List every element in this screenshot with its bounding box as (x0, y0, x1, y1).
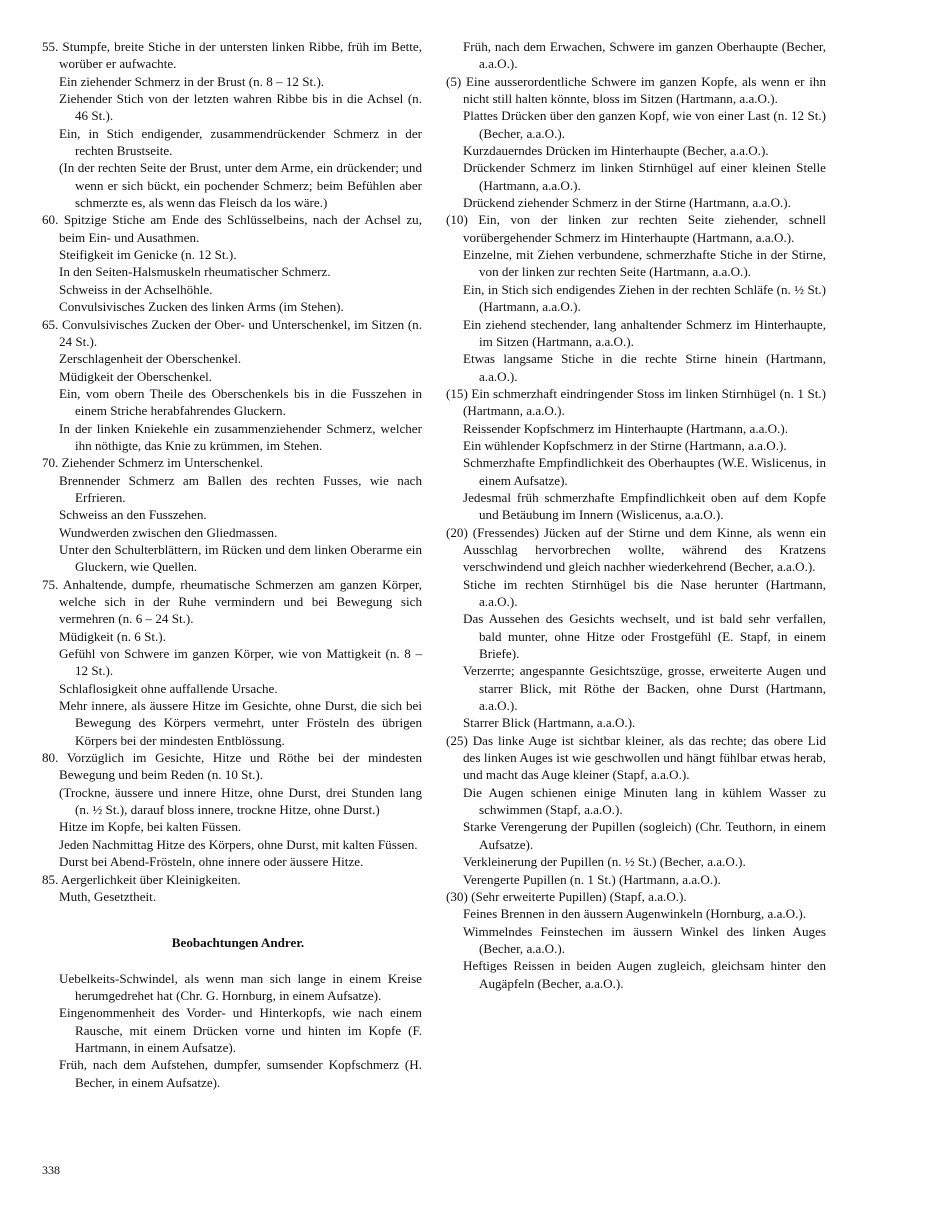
symptom-entry: (10) Ein, von der linken zur rechten Seite ziehender, schnell vorübergehender Schmerz im Hinterhaupte (Hartmann, a.a.O.). (446, 212, 826, 245)
symptom-entry: Steifigkeit im Genicke (n. 12 St.). (59, 247, 237, 263)
symptom-entry: Etwas langsame Stiche in die rechte Stirne hinein (Hartmann, a.a.O.). (463, 351, 826, 384)
symptom-entry: Ein wühlender Kopfschmerz in der Stirne (Hartmann, a.a.O.). (463, 437, 787, 453)
symptom-entry: Mehr innere, als äussere Hitze im Gesichte, ohne Durst, die sich bei Bewegung des Körpers vermehrt, unter Frösteln des übrigen Körpers bei der mindesten Entblössung. (59, 698, 422, 748)
symptom-entry: Verengerte Pupillen (n. 1 St.) (Hartmann, a.a.O.). (463, 871, 721, 887)
symptom-entry: In den Seiten-Halsmuskeln rheumatischer Schmerz. (59, 264, 331, 280)
symptom-entry: (Trockne, äussere und innere Hitze, ohne Durst, drei Stunden lang (n. ½ St.), darauf bloss innere, trockne Hitze, ohne Durst.) (59, 784, 422, 818)
symptom-entry: 75. Anhaltende, dumpfe, rheumatische Schmerzen am ganzen Körper, welche sich in der Ruhe vermindern und bei Bewegung sich vermehren (n. 6 – 24 St.). (42, 576, 422, 627)
symptom-entry: 70. Ziehender Schmerz im Unterschenkel. (42, 455, 264, 471)
symptom-entry: Jedesmal früh schmerzhafte Empfindlichkeit oben auf dem Kopfe und Betäubung im Innern (Wislicenus, a.a.O.). (463, 489, 826, 523)
symptom-entry: Feines Brennen in den äussern Augenwinkeln (Hornburg, a.a.O.). (463, 906, 807, 922)
symptom-entry: Verkleinerung der Pupillen (n. ½ St.) (Becher, a.a.O.). (463, 854, 746, 870)
symptom-entry: 65. Convulsivisches Zucken der Ober- und Unterschenkel, im Sitzen (n. 24 St.). (42, 316, 422, 349)
right-column (446, 38, 826, 992)
symptom-entry: Ein ziehender Schmerz in der Brust (n. 8 – 12 St.). (59, 73, 325, 89)
symptom-entry: (In der rechten Seite der Brust, unter dem Arme, ein drückender; und wenn er sich bückt, ein pochender Schmerz; beim Befühlen aber schmerzte es, als wenn das Fleisch da los wäre.) (59, 160, 422, 211)
symptom-entry: Drückender Schmerz im linken Stirnhügel auf einer kleinen Stelle (Hartmann, a.a.O.). (463, 160, 826, 193)
section-heading: Beobachtungen Andrer. (171, 935, 305, 951)
symptom-entry: Jeden Nachmittag Hitze des Körpers, ohne Durst, mit kalten Füssen. (59, 836, 418, 852)
symptom-entry: Convulsivisches Zucken des linken Arms (im Stehen). (59, 299, 344, 315)
symptom-entry: Ein ziehend stechender, lang anhaltender Schmerz im Hinterhaupte, im Sitzen (Hartmann, a.a.O.). (463, 316, 826, 349)
symptom-entry: Ziehender Stich von der letzten wahren Ribbe bis in die Achsel (n. 46 St.). (59, 91, 422, 124)
symptom-entry: Wundwerden zwischen den Gliedmassen. (59, 524, 278, 540)
symptom-entry: Schweiss in der Achselhöhle. (59, 281, 213, 297)
symptom-entry: Drückend ziehender Schmerz in der Stirne (Hartmann, a.a.O.). (463, 195, 791, 211)
symptom-entry: Ein, in Stich sich endigendes Ziehen in der rechten Schläfe (n. ½ St.) (Hartmann, a.a.O.). (463, 281, 826, 315)
symptom-entry: Verzerrte; angespannte Gesichtszüge, grosse, erweiterte Augen und starrer Blick, mit Röthe der Backen, ohne Durst (Hartmann, a.a.O.). (463, 663, 826, 714)
left-column (42, 38, 422, 1091)
symptom-entry: Stiche im rechten Stirnhügel bis die Nase herunter (Hartmann, a.a.O.). (463, 576, 826, 609)
symptom-entry: Früh, nach dem Aufstehen, dumpfer, sumsender Kopfschmerz (H. Becher, in einem Aufsatze). (59, 1057, 422, 1090)
symptom-entry: Die Augen schienen einige Minuten lang in kühlem Wasser zu schwimmen (Stapf, a.a.O.). (463, 784, 826, 818)
symptom-entry: Das Aussehen des Gesichts wechselt, und ist bald sehr verfallen, bald munter, ohne Hitze oder Frostgefühl (E. Stapf, in einem Briefe). (463, 611, 826, 662)
symptom-entry: 80. Vorzüglich im Gesichte, Hitze und Röthe bei der mindesten Bewegung und beim Reden (n. 10 St.). (42, 750, 422, 783)
symptom-entry: 85. Aergerlichkeit über Kleinigkeiten. (42, 871, 241, 887)
symptom-entry: Gefühl von Schwere im ganzen Körper, wie von Mattigkeit (n. 8 – 12 St.). (59, 646, 422, 679)
symptom-entry: (20) (Fressendes) Jücken auf der Stirne und dem Kinne, als wenn ein Ausschlag hervorbrechen wollte, während des Kratzens verschwindend und gleich nachher wiederkehrend (Becher, a.a.O.). (446, 524, 826, 575)
symptom-entry: Schweiss an den Fusszehen. (59, 507, 207, 523)
symptom-entry: 60. Spitzige Stiche am Ende des Schlüsselbeins, nach der Achsel zu, beim Ein- und Ausathmen. (42, 212, 422, 245)
symptom-entry: 55. Stumpfe, breite Stiche in der untersten linken Ribbe, früh im Bette, worüber er aufwachte. (42, 39, 422, 72)
symptom-entry: Starrer Blick (Hartmann, a.a.O.). (463, 715, 636, 731)
symptom-entry: Eingenommenheit des Vorder- und Hinterkopfs, wie nach einem Rausche, mit einem Drücken vorne und hinten im Kopfe (F. Hartmann, in einem Aufsatze). (59, 1005, 422, 1055)
symptom-entry: (30) (Sehr erweiterte Pupillen) (Stapf, a.a.O.). (446, 888, 687, 904)
symptom-entry: Schlaflosigkeit ohne auffallende Ursache. (59, 680, 278, 696)
page-number: 338 (42, 1163, 60, 1177)
symptom-entry: Heftiges Reissen in beiden Augen zugleich, gleichsam hinter den Augäpfeln (Becher, a.a.O.). (463, 958, 826, 991)
symptom-entry: Muth, Gesetztheit. (59, 888, 157, 904)
symptom-entry: Kurzdauerndes Drücken im Hinterhaupte (Becher, a.a.O.). (463, 143, 769, 159)
symptom-entry: Müdigkeit (n. 6 St.). (59, 628, 166, 644)
symptom-entry: Früh, nach dem Erwachen, Schwere im ganzen Oberhaupte (Becher, a.a.O.). (463, 39, 826, 72)
symptom-entry: Unter den Schulterblättern, im Rücken und dem linken Oberarme ein Gluckern, wie Quellen. (59, 541, 422, 575)
symptom-entry: (15) Ein schmerzhaft eindringender Stoss im linken Stirnhügel (n. 1 St.) (Hartmann, a.a.O.). (446, 385, 826, 419)
symptom-entry: Plattes Drücken über den ganzen Kopf, wie von einer Last (n. 12 St.) (Becher, a.a.O.). (463, 108, 826, 141)
symptom-entry: Starke Verengerung der Pupillen (sogleich) (Chr. Teuthorn, in einem Aufsatze). (463, 819, 826, 852)
symptom-entry: Reissender Kopfschmerz im Hinterhaupte (Hartmann, a.a.O.). (463, 420, 789, 436)
symptom-entry: Wimmelndes Feinstechen im äussern Winkel des linken Auges (Becher, a.a.O.). (463, 923, 826, 956)
symptom-entry: Müdigkeit der Oberschenkel. (59, 368, 213, 384)
symptom-entry: Ein, in Stich endigender, zusammendrückender Schmerz in der rechten Brustseite. (59, 125, 422, 159)
symptom-entry: (25) Das linke Auge ist sichtbar kleiner, als das rechte; das obere Lid des linken Auges ist wie geschwollen und hängt fühlbar etwas herab, und macht das Auge kleiner (Stapf, a.a.O.). (446, 732, 826, 783)
symptom-entry: Hitze im Kopfe, bei kalten Füssen. (59, 819, 242, 835)
symptom-entry: Zerschlagenheit der Oberschenkel. (59, 351, 242, 367)
symptom-entry: In der linken Kniekehle ein zusammenziehender Schmerz, welcher ihn nöthigte, das Knie zu krümmen, im Stehen. (59, 420, 422, 453)
symptom-entry: Ein, vom obern Theile des Oberschenkels bis in die Fusszehen in einem Striche herabfahrendes Gluckern. (59, 385, 422, 419)
symptom-entry: Einzelne, mit Ziehen verbundene, schmerzhafte Stiche in der Stirne, von der linken zur rechten Seite (Hartmann, a.a.O.). (463, 247, 826, 280)
symptom-entry: Uebelkeits-Schwindel, als wenn man sich lange in einem Kreise herumgedrehet hat (Chr. G. Hornburg, in einem Aufsatze). (59, 970, 422, 1003)
symptom-entry: (5) Eine ausserordentliche Schwere im ganzen Kopfe, als wenn er ihn nicht still halten könnte, bloss im Sitzen (Hartmann, a.a.O.). (446, 73, 826, 107)
symptom-entry: Brennender Schmerz am Ballen des rechten Fusses, wie nach Erfrieren. (59, 472, 422, 505)
symptom-entry: Durst bei Abend-Frösteln, ohne innere oder äussere Hitze. (59, 854, 364, 870)
symptom-entry: Schmerzhafte Empfindlichkeit des Oberhauptes (W.E. Wislicenus, in einem Aufsatze). (463, 455, 826, 488)
